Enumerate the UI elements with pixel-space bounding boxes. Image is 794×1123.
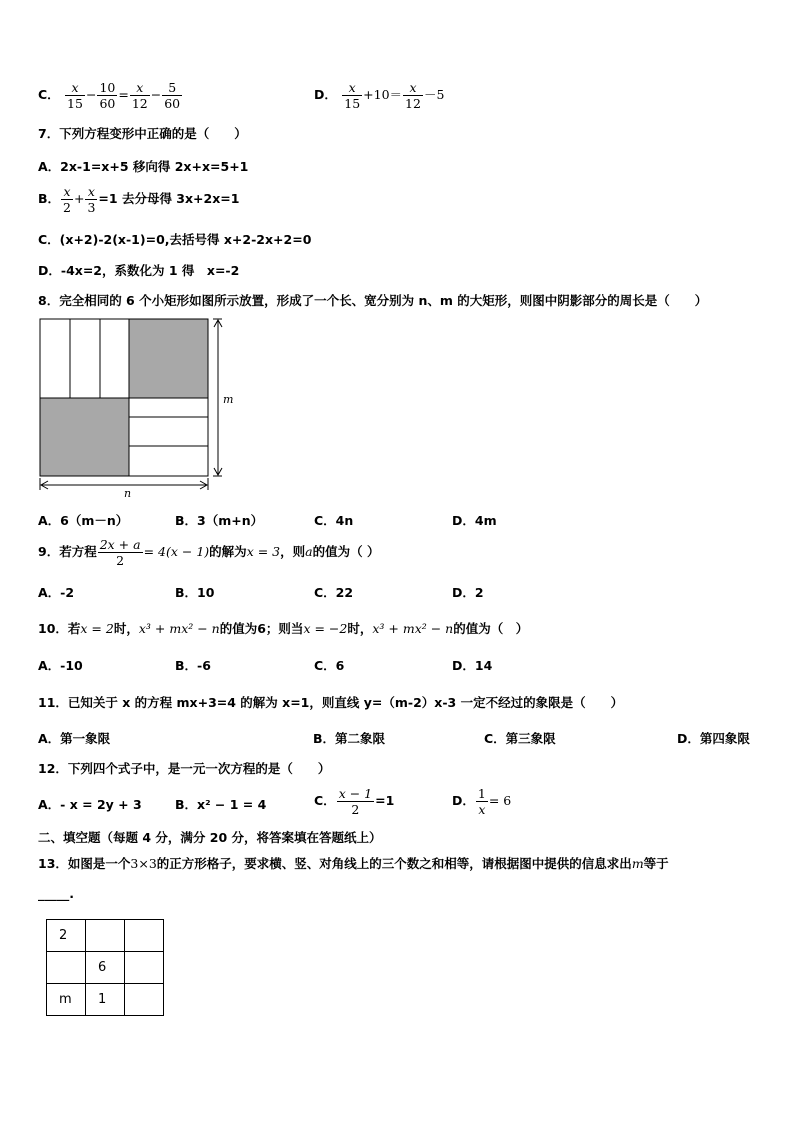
q10-stem: 10．若x = 2时，x³ + mx² − n的值为6；则当x = −2时，x³ + mx² − n的值为（ ） [38, 621, 529, 636]
q7-stem: 7．下列方程变形中正确的是（ ） [38, 126, 247, 141]
q11-stem: 11．已知关于 x 的方程 mx+3=4 的解为 x=1，则直线 y=（m-2）x-3 一定不经过的象限是（ ） [38, 695, 624, 710]
magic-square-grid [46, 919, 164, 1016]
q7-option-a[interactable]: A．2x-1=x+5 移向得 2x+x=5+1 [38, 159, 249, 174]
fraction: $\frac{10}{60}$ [99, 80, 116, 111]
q11-option-c[interactable]: C．第三象限 [484, 731, 556, 746]
q7-option-b[interactable]: B． $\frac{x}{2}$ + $\frac{x}{3}$ =1 去分母得 3x+2x=1 [38, 184, 240, 215]
grid-cell: 1 [86, 984, 125, 1016]
fraction: $\frac{1}{x}$ [477, 786, 486, 817]
fraction: $\frac{x}{15}$ [67, 80, 83, 111]
grid-cell [125, 920, 164, 952]
q7-option-c[interactable]: C．(x+2)-2(x-1)=0,去括号得 x+2-2x+2=0 [38, 232, 312, 247]
q8-option-a[interactable]: A．6（m－n） [38, 513, 129, 528]
grid-cell: 6 [86, 952, 125, 984]
q10-option-b[interactable]: B．-6 [175, 658, 211, 673]
grid-cell [86, 920, 125, 952]
q12-option-c[interactable]: C． $\frac{x - 1}{2}$ =1 [314, 786, 395, 817]
q12-option-b[interactable]: B．x² − 1 = 4 [175, 797, 267, 812]
q6-option-c[interactable]: C． $\frac{x}{15}$ − $\frac{10}{60}$ = $\frac{x}{12}$ − $\frac{5}{60}$ [38, 80, 181, 111]
fraction: $\frac{x - 1}{2}$ [338, 786, 373, 817]
grid-cell [125, 984, 164, 1016]
q12-option-d[interactable]: D． $\frac{1}{x}$ = 6 [452, 786, 512, 817]
q11-option-a[interactable]: A．第一象限 [38, 731, 111, 746]
q9-stem: 9．若方程 $\frac{2x + a}{2}$ = 4(x − 1)的解为x = 3，则a的值为（ ） [38, 537, 380, 568]
q9-option-c[interactable]: C．22 [314, 585, 354, 600]
label-m: m [223, 393, 234, 406]
shaded-square-top [129, 319, 208, 398]
fraction: $\frac{2x + a}{2}$ [99, 537, 141, 568]
q12-option-a[interactable]: A．- x = 2y + 3 [38, 797, 142, 812]
q11-option-b[interactable]: B．第二象限 [313, 731, 386, 746]
q8-option-b[interactable]: B．3（m+n） [175, 513, 264, 528]
fraction: $\frac{x}{15}$ [344, 80, 361, 111]
q9-option-d[interactable]: D．2 [452, 585, 484, 600]
q8-option-c[interactable]: C．4n [314, 513, 354, 528]
grid-cell [125, 952, 164, 984]
fraction: $\frac{x}{12}$ [131, 80, 148, 111]
q12-stem: 12．下列四个式子中，是一元一次方程的是（ ） [38, 761, 331, 776]
q10-option-a[interactable]: A．-10 [38, 658, 83, 673]
grid-cell [47, 952, 86, 984]
q9-option-b[interactable]: B．10 [175, 585, 215, 600]
q13-stem: 13．如图是一个3×3的正方形格子，要求横、竖、对角线上的三个数之和相等，请根据图中提供的信息求出m等于 [38, 856, 669, 871]
section-heading: 二、填空题（每题 4 分，满分 20 分，将答案填在答题纸上） [38, 830, 382, 845]
q7-option-d[interactable]: D．-4x=2，系数化为 1 得 x=-2 [38, 263, 240, 278]
label-n: n [124, 487, 132, 500]
q8-rectangle-figure [30, 312, 240, 502]
q10-option-c[interactable]: C．6 [314, 658, 345, 673]
q11-option-d[interactable]: D．第四象限 [677, 731, 750, 746]
shaded-square-bottom [40, 398, 129, 476]
grid-cell: m [47, 984, 86, 1016]
q8-stem: 8．完全相同的 6 个小矩形如图所示放置，形成了一个长、宽分别为 n、m 的大矩形，则图中阴影部分的周长是（ ） [38, 293, 708, 308]
grid-cell: 2 [47, 920, 86, 952]
q8-option-d[interactable]: D．4m [452, 513, 497, 528]
fraction: $\frac{x}{12}$ [405, 80, 421, 111]
fraction: $\frac{x}{2}$ [63, 184, 71, 215]
fraction: $\frac{5}{60}$ [164, 80, 181, 111]
q6-option-d[interactable]: D． $\frac{x}{15}$ +10＝ $\frac{x}{12}$ －5 [314, 80, 445, 111]
fraction: $\frac{x}{3}$ [87, 184, 96, 215]
q13-answer-blank[interactable]: _____. [38, 886, 74, 901]
q9-option-a[interactable]: A．-2 [38, 585, 75, 600]
q10-option-d[interactable]: D．14 [452, 658, 493, 673]
